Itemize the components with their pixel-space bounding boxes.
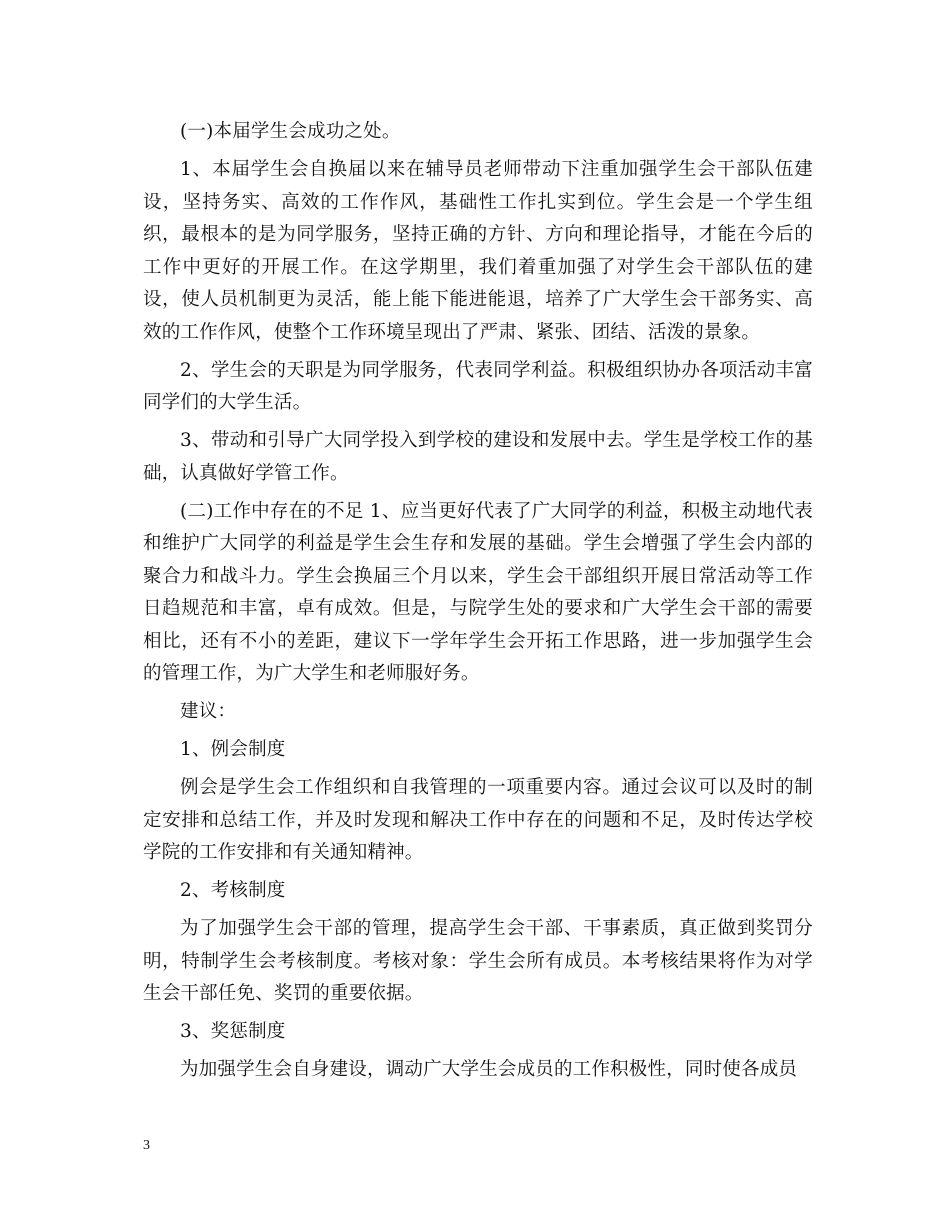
paragraph-section-two: (二)工作中存在的不足 1、应当更好代表了广大同学的利益，积极主动地代表和维护广大同学的利益是学生会生存和发展的基础。学生会增强了学生会内部的聚合力和战斗力。学生会换届三个月以来，学生会干部组织开展日常活动等工作日趋规范和丰富，卓有成效。但是，与院学生处的要求和广大学生会干部的需要相比，还有不小的差距，建议下一学年学生会开拓工作思路，进一步加强学生会的管理工作，为广大学生和老师服好务。 — [143, 500, 813, 684]
paragraph-item-3: 3、带动和引导广大同学投入到学校的建设和发展中去。学生是学校工作的基础，认真做好学管工作。 — [143, 430, 813, 484]
paragraph-reward-punishment-body: 为加强学生会自身建设，调动广大学生会成员的工作积极性，同时使各成员 — [180, 1059, 798, 1080]
paragraph-section-one-heading: (一)本届学生会成功之处。 — [180, 121, 401, 142]
paragraph-assessment-system-body: 为了加强学生会干部的管理，提高学生会干部、干事素质，真正做到奖罚分明，特制学生会考核制度。考核对象：学生会所有成员。本考核结果将作为对学生会干部任免、奖罚的重要依据。 — [143, 918, 813, 1004]
paragraph-assessment-system-heading: 2、考核制度 — [180, 880, 286, 901]
paragraph-reward-punishment-heading: 3、奖惩制度 — [180, 1021, 286, 1042]
document-body — [143, 116, 813, 1087]
paragraph-item-2: 2、学生会的天职是为同学服务，代表同学利益。积极组织协办各项活动丰富同学们的大学生活。 — [143, 359, 813, 413]
paragraph-meeting-system-heading: 1、例会制度 — [180, 739, 286, 760]
paragraph-item-1: 1、本届学生会自换届以来在辅导员老师带动下注重加强学生会干部队伍建设，坚持务实、高效的工作作风，基础性工作扎实到位。学生会是一个学生组织，最根本的是为同学服务，坚持正确的方针、方向和理论指导，才能在今后的工作中更好的开展工作。在这学期里，我们着重加强了对学生会干部队伍的建设，使人员机制更为灵活，能上能下能进能退，培养了广大学生会干部务实、高效的工作作风，使整个工作环境呈现出了严肃、紧张、团结、活泼的景象。 — [143, 159, 813, 343]
page-number: 3 — [143, 1138, 150, 1153]
paragraph-meeting-system-body: 例会是学生会工作组织和自我管理的一项重要内容。通过会议可以及时的制定安排和总结工作，并及时发现和解决工作中存在的问题和不足，及时传达学校学院的工作安排和有关通知精神。 — [143, 777, 813, 863]
paragraph-suggestions-heading: 建议： — [180, 701, 237, 722]
